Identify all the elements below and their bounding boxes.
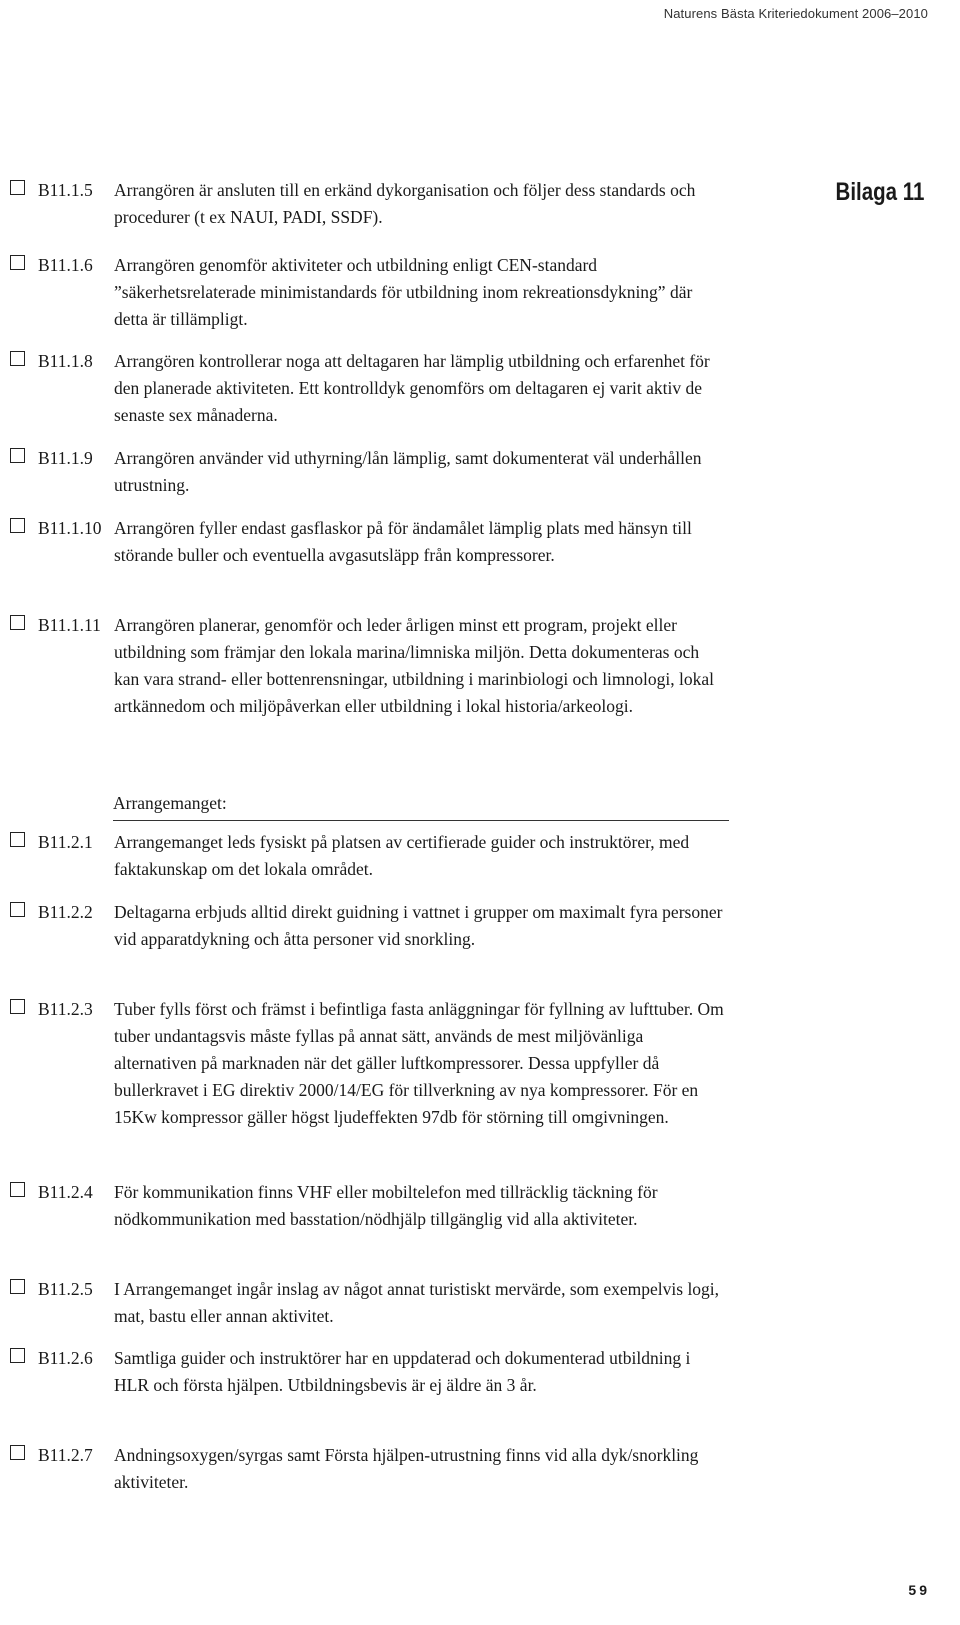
criteria-code: B11.1.11	[38, 615, 101, 635]
checkbox[interactable]	[10, 351, 25, 366]
criteria-text: Arrangören kontrollerar noga att deltagaren har lämplig utbildning och erfarenhet för den planerade aktiviteten. Ett kontrolldyk genomförs om deltagaren ej varit aktiv de senaste sex månaderna.	[114, 351, 710, 425]
checkbox[interactable]	[10, 902, 25, 917]
checkbox[interactable]	[10, 1445, 25, 1460]
criteria-text: Arrangören fyller endast gasflaskor på för ändamålet lämplig plats med hänsyn till störande buller och eventuella avgasutsläpp från kompressorer.	[114, 518, 692, 565]
criteria-item	[10, 1442, 730, 1496]
checkbox[interactable]	[10, 448, 25, 463]
criteria-item	[10, 177, 730, 231]
criteria-text: I Arrangemanget ingår inslag av något annat turistiskt mervärde, som exempelvis logi, mat, bastu eller annan aktivitet.	[114, 1279, 720, 1326]
checkbox[interactable]	[10, 1348, 25, 1363]
criteria-code: B11.2.5	[38, 1279, 93, 1299]
criteria-text: Arrangören använder vid uthyrning/lån lämplig, samt dokumenterat väl underhållen utrustning.	[114, 448, 702, 495]
criteria-item	[10, 252, 730, 333]
running-header: Naturens Bästa Kriteriedokument 2006–2010	[663, 6, 928, 21]
criteria-code: B11.1.5	[38, 180, 93, 200]
criteria-code: B11.2.7	[38, 1445, 93, 1465]
criteria-item	[10, 1179, 730, 1233]
criteria-code: B11.1.6	[38, 255, 93, 275]
checkbox[interactable]	[10, 999, 25, 1014]
checkbox[interactable]	[10, 615, 25, 630]
checkbox[interactable]	[10, 255, 25, 270]
criteria-item	[10, 1276, 730, 1330]
criteria-text: Arrangemanget leds fysiskt på platsen av certifierade guider och instruktörer, med faktakunskap om det lokala området.	[114, 832, 690, 879]
criteria-item	[10, 1345, 730, 1399]
section-heading: Arrangemanget:	[113, 793, 227, 813]
checkbox[interactable]	[10, 1182, 25, 1197]
criteria-item	[10, 445, 730, 499]
criteria-code: B11.1.9	[38, 448, 93, 468]
criteria-item	[10, 829, 730, 883]
criteria-code: B11.2.3	[38, 999, 93, 1019]
criteria-code: B11.2.2	[38, 902, 93, 922]
criteria-text: Arrangören är ansluten till en erkänd dykorganisation och följer dess standards och procedurer (t ex NAUI, PADI, SSDF).	[114, 180, 696, 227]
page-number: 59	[908, 1582, 930, 1598]
criteria-item	[10, 515, 730, 569]
checkbox[interactable]	[10, 518, 25, 533]
checkbox[interactable]	[10, 832, 25, 847]
criteria-code: B11.2.4	[38, 1182, 93, 1202]
criteria-text: Arrangören planerar, genomför och leder årligen minst ett program, projekt eller utbildning som främjar den lokala marina/limniska miljön. Detta dokumenteras och kan vara strand- eller bottenrensningar, utbildning i marinbiologi och limnologi, lokal artkännedom och miljöpåverkan eller utbildning i lokal historia/arkeologi.	[114, 615, 714, 716]
criteria-item	[10, 348, 730, 429]
criteria-code: B11.1.8	[38, 351, 93, 371]
criteria-item	[10, 899, 730, 953]
criteria-code: B11.2.1	[38, 832, 93, 852]
criteria-text: Samtliga guider och instruktörer har en uppdaterad och dokumenterad utbildning i HLR och första hjälpen. Utbildningsbevis är ej äldre än 3 år.	[114, 1348, 691, 1395]
criteria-code: B11.1.10	[38, 518, 102, 538]
criteria-text: Arrangören genomför aktiviteter och utbildning enligt CEN-standard ”säkerhetsrelaterade minimistandards för utbildning inom rekreationsdykning” där detta är tillämpligt.	[114, 255, 693, 329]
criteria-code: B11.2.6	[38, 1348, 93, 1368]
criteria-text: Deltagarna erbjuds alltid direkt guidning i vattnet i grupper om maximalt fyra personer vid apparatdykning och åtta personer vid snorkling.	[114, 902, 723, 949]
criteria-text: Andningsoxygen/syrgas samt Första hjälpen-utrustning finns vid alla dyk/snorkling aktiviteter.	[114, 1445, 699, 1492]
section-divider	[113, 820, 729, 821]
checkbox[interactable]	[10, 1279, 25, 1294]
checkbox[interactable]	[10, 180, 25, 195]
criteria-item	[10, 612, 730, 720]
criteria-item	[10, 996, 730, 1131]
criteria-text: Tuber fylls först och främst i befintliga fasta anläggningar för fyllning av lufttuber. Om tuber undantagsvis måste fyllas på annat sätt, används de mest miljövänliga alternativen på marknaden när det gäller luftkompressorer. Dessa uppfyller då bullerkravet i EG direktiv 2000/14/EG för tillverkning av nya kompressorer. För en 15Kw kompressor gäller högst ljudeffekten 97db för störning till omgivningen.	[114, 999, 724, 1127]
appendix-label: Bilaga 11	[835, 178, 924, 206]
criteria-text: För kommunikation finns VHF eller mobiltelefon med tillräcklig täckning för nödkommunikation med basstation/nödhjälp tillgänglig vid alla aktiviteter.	[114, 1182, 658, 1229]
